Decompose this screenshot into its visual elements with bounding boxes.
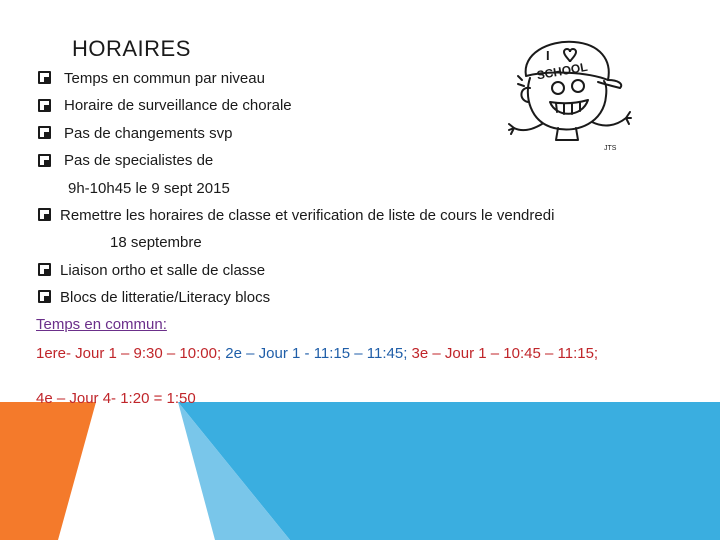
bullet-continuation: 9h-10h45 le 9 sept 2015 — [68, 180, 230, 197]
slide-title: HORAIRES — [72, 36, 191, 61]
hair-strands — [518, 76, 524, 86]
schedule-line-1 — [36, 344, 636, 363]
bullet-item: Liaison ortho et salle de classe — [60, 262, 266, 279]
cap-brim — [598, 80, 621, 88]
schedule-line-2: 4e – Jour 4- 1:20 = 1:50 — [36, 390, 196, 407]
checkbox-bullet-icon — [38, 99, 51, 112]
cap-text-i: I — [546, 48, 550, 63]
checkbox-bullet-icon — [38, 154, 51, 167]
cap-text-school: SCHOOL — [535, 59, 589, 83]
schedule-grade-1: 1ere- Jour 1 – 9:30 – 10:00; — [36, 345, 222, 362]
hand-right — [626, 112, 631, 124]
temps-en-commun-heading: Temps en commun: — [36, 316, 167, 333]
artist-signature: JTS — [604, 145, 617, 152]
bullet-item: Temps en commun par niveau — [64, 70, 265, 87]
heart-icon — [564, 49, 576, 62]
schedule-grade-2: 2e – Jour 1 - 11:15 – 11:45; — [221, 345, 408, 362]
bullet-item: Remettre les horaires de classe et verification de liste de cours le vendredi — [60, 207, 555, 224]
bullet-continuation: 18 septembre — [110, 234, 202, 251]
bullet-item: Blocs de litteratie/Literacy blocs — [60, 289, 271, 306]
checkbox-bullet-icon — [38, 263, 51, 276]
bullet-item: Pas de specialistes de — [64, 152, 214, 169]
checkbox-bullet-icon — [38, 290, 51, 303]
bullet-item: Pas de changements svp — [64, 125, 233, 142]
checkbox-bullet-icon — [38, 71, 51, 84]
arm-right — [592, 118, 626, 125]
schedule-grade-3: 3e – Jour 1 – 10:45 – 11:15; — [407, 345, 599, 362]
tooth-line — [556, 103, 557, 112]
i-love-school-cartoon-icon — [508, 36, 632, 154]
checkbox-bullet-icon — [38, 208, 51, 221]
eye-right — [572, 80, 584, 92]
checkbox-bullet-icon — [38, 126, 51, 139]
hand-left — [509, 124, 514, 134]
arm-left — [514, 124, 542, 130]
eye-left — [552, 82, 564, 94]
bullet-item: Horaire de surveillance de chorale — [64, 97, 292, 114]
